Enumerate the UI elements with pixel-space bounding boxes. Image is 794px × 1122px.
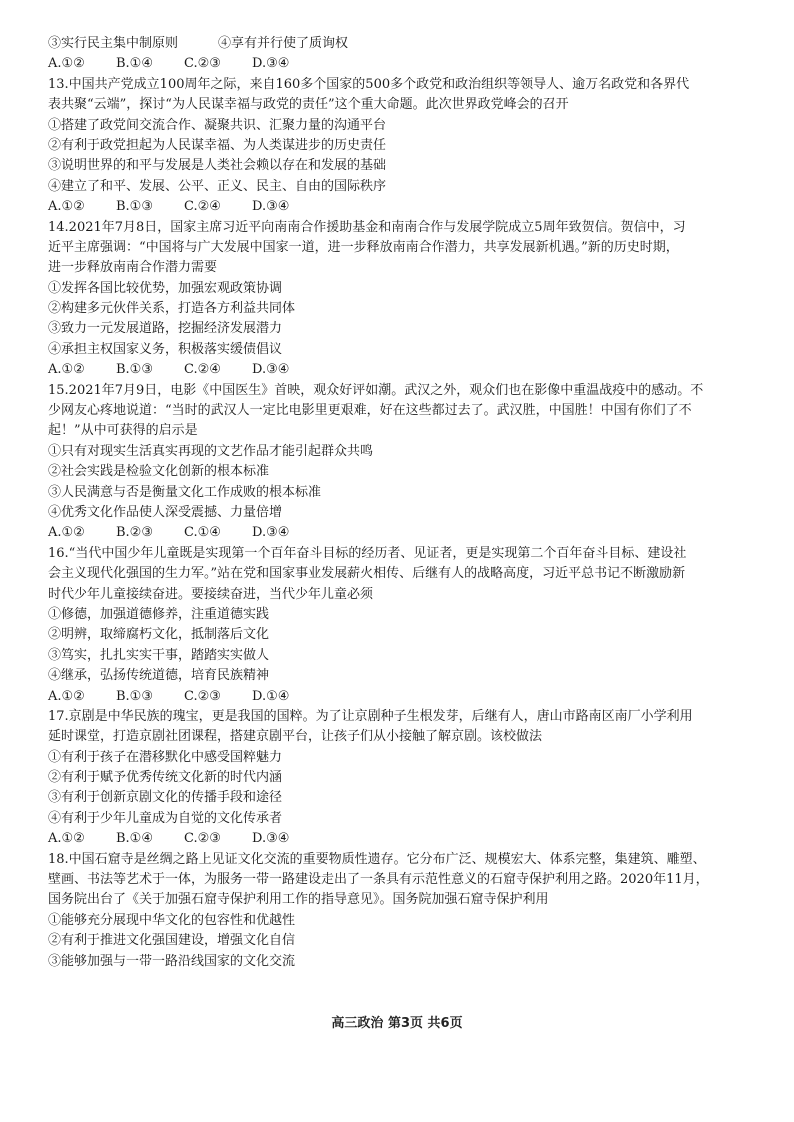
choice-item: ③说明世界的和平与发展是人类社会赖以存在和发展的基础 [48, 158, 387, 174]
option-c: C.①④ [184, 525, 221, 541]
option-b: B.②③ [116, 525, 153, 541]
option-c: C.②④ [184, 362, 221, 378]
question-stem-line: 国务院出台了《关于加强石窟寺保护利用工作的指导意见》。国务院加强石窟寺保护利用 [48, 892, 549, 908]
choice-item: ④承担主权国家义务，积极落实缓债倡议 [48, 341, 283, 357]
choice-item: ③致力一元发展道路，挖掘经济发展潜力 [48, 321, 283, 337]
option-a: A.①② [48, 362, 85, 378]
choice-item: ③实行民主集中制原则 [48, 36, 179, 51]
option-d: D.③④ [252, 831, 290, 847]
option-b: B.①③ [116, 362, 153, 378]
option-d: D.③④ [252, 199, 290, 215]
choice-item: ①发挥各国比较优势，加强宏观政策协调 [48, 280, 283, 296]
choice-item: ③笃实，扎扎实实干事，踏踏实实做人 [48, 647, 270, 663]
question-stem-line: 18.中国石窟寺是丝绸之路上见证文化交流的重要物质性遗存。它分布广泛、规模宏大、体系完整，集建筑、雕塑、 [48, 851, 706, 867]
question-stem-line: 17.京剧是中华民族的瑰宝，更是我国的国粹。为了让京剧种子生根发芽，后继有人，唐山市路南区南厂小学利用 [48, 708, 693, 724]
exam-page [48, 34, 748, 972]
option-b: B.①④ [116, 56, 153, 72]
question-13 [48, 75, 748, 218]
choice-item: ①只有对现实生活真实再现的文艺作品才能引起群众共鸣 [48, 443, 374, 459]
option-a: A.①② [48, 688, 85, 704]
question-14 [48, 218, 748, 381]
option-a: A.①② [48, 56, 85, 72]
question-16 [48, 544, 748, 707]
question-stem-line: 16.“当代中国少年儿童既是实现第一个百年奋斗目标的经历者、见证者，更是实现第二个百年奋斗目标、建设社 [48, 545, 687, 561]
choice-item: ②社会实践是检验文化创新的根本标准 [48, 464, 270, 480]
option-c: C.②③ [184, 56, 221, 72]
option-d: D.③④ [252, 362, 290, 378]
choice-item: ②构建多元伙伴关系，打造各方利益共同体 [48, 301, 296, 317]
question-stem-line: 15.2021年7月9日，电影《中国医生》首映，观众好评如潮。武汉之外，观众们也在影像中重温战疫中的感动。不 [48, 382, 704, 398]
question-stem-line: 少网友心疼地说道：“当时的武汉人一定比电影里更艰难，好在这些都过去了。武汉胜，中国胜！中国有你们了不 [48, 403, 692, 419]
choice-item: ③人民满意与否是衡量文化工作成败的根本标准 [48, 484, 322, 500]
choice-item: ①搭建了政党间交流合作、凝聚共识、汇聚力量的沟通平台 [48, 117, 387, 133]
question-stem-line: 起！”从中可获得的启示是 [48, 423, 198, 439]
question-stem-line: 壁画、书法等艺术于一体，为服务一带一路建设走出了一条具有示范性意义的石窟寺保护利用之路。2020年11月， [48, 872, 709, 888]
page-footer: 高三政治 第3页 共6页 [331, 1016, 463, 1031]
option-a: A.①② [48, 831, 85, 847]
question-stem-line: 进一步释放南南合作潜力需要 [48, 260, 218, 276]
option-c: C.②③ [184, 831, 221, 847]
answer-options [48, 197, 748, 217]
choice-item: ②有利于推进文化强国建设，增强文化自信 [48, 933, 296, 949]
question-stem-line: 表共聚“云端”，探讨“为人民谋幸福与政党的责任”这个重大命题。此次世界政党峰会的召开 [48, 97, 569, 113]
question-stem-line: 近平主席强调：“中国将与广大发展中国家一道，进一步释放南南合作潜力，共享发展新机遇。”新的历史时期， [48, 239, 679, 255]
choice-item: ④有利于少年儿童成为自觉的文化传承者 [48, 810, 283, 826]
option-a: A.①② [48, 525, 85, 541]
option-a: A.①② [48, 199, 85, 215]
option-d: D.③④ [252, 56, 290, 72]
choice-item: ④继承，弘扬传统道德，培育民族精神 [48, 668, 270, 684]
choice-item: ④享有并行使了质询权 [218, 36, 349, 51]
answer-options [48, 360, 748, 380]
choice-item: ②明辨，取缔腐朽文化，抵制落后文化 [48, 627, 270, 643]
option-b: B.①③ [116, 688, 153, 704]
choice-item: ①能够充分展现中华文化的包容性和优越性 [48, 912, 296, 928]
question-15 [48, 381, 748, 544]
question-stem-line: 延时课堂，打造京剧社团课程，搭建京剧平台，让孩子们从小接触了解京剧。该校做法 [48, 729, 543, 745]
question-stem-line: 会主义现代化强国的生力军。”站在党和国家事业发展薪火相传、后继有人的战略高度，习近平总书记不断激励新 [48, 566, 686, 582]
choice-item: ④建立了和平、发展、公平、正义、民主、自由的国际秩序 [48, 178, 387, 194]
choice-item: ③有利于创新京剧文化的传播手段和途径 [48, 790, 283, 806]
option-b: B.①③ [116, 199, 153, 215]
choice-item: ②有利于赋予优秀传统文化新的时代内涵 [48, 770, 283, 786]
answer-options [48, 829, 748, 849]
option-b: B.①④ [116, 831, 153, 847]
question-stem-line: 时代少年儿童接续奋进。要接续奋进，当代少年儿童必须 [48, 586, 374, 602]
choice-item: ①有利于孩子在潜移默化中感受国粹魅力 [48, 749, 283, 765]
question-stem-line: 13.中国共产党成立100周年之际，来自160多个国家的500多个政党和政治组织等领导人、逾万名政党和各界代 [48, 76, 690, 92]
choice-item: ①修德，加强道德修养，注重道德实践 [48, 606, 270, 622]
choice-item: ②有利于政党担起为人民谋幸福、为人类谋进步的历史责任 [48, 137, 387, 153]
option-d: D.③④ [252, 525, 290, 541]
answer-options [48, 523, 748, 543]
option-d: D.①④ [252, 688, 290, 704]
question-17 [48, 707, 748, 850]
choice-item: ③能够加强与一带一路沿线国家的文化交流 [48, 953, 296, 969]
answer-options [48, 687, 748, 707]
option-c: C.②④ [184, 199, 221, 215]
question-18 [48, 850, 748, 972]
question-stem-line: 14.2021年7月8日，国家主席习近平向南南合作援助基金和南南合作与发展学院成立5周年致贺信。贺信中，习 [48, 219, 686, 235]
answer-options [48, 54, 748, 74]
prev-question-items [48, 34, 748, 54]
choice-item: ④优秀文化作品使人深受震撼、力量倍增 [48, 504, 283, 520]
option-c: C.②③ [184, 688, 221, 704]
